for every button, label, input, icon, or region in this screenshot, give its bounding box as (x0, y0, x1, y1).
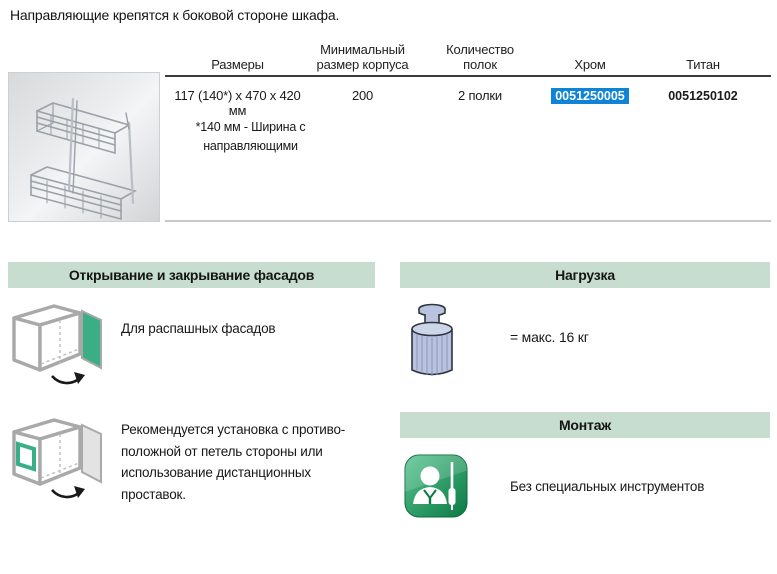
cell-dimensions: 117 (140*) x 470 x 420 мм (174, 88, 301, 118)
opening-item1-text: Для распашных фасадов (121, 321, 276, 336)
installer-icon (404, 454, 468, 523)
cell-chrome-code (545, 88, 635, 118)
section-header-mounting: Монтаж (400, 412, 770, 438)
weight-icon (407, 298, 457, 385)
col-header-dimensions: Размеры (211, 57, 264, 72)
wire-basket-pullout-icon (9, 73, 159, 221)
section-header-load: Нагрузка (400, 262, 770, 288)
table-row (165, 77, 771, 118)
chrome-article-number[interactable]: 0051250005 (551, 88, 629, 104)
product-image (8, 72, 160, 222)
cabinet-side-mount-icon (8, 408, 108, 509)
titanium-article-number[interactable]: 0051250102 (668, 89, 738, 103)
table-header-row (165, 38, 771, 72)
spec-table (165, 38, 771, 153)
section-header-opening: Открывание и закрывание фасадов (8, 262, 375, 288)
col-header-shelves: Количество полок (446, 42, 514, 72)
cell-titanium-code (635, 88, 771, 118)
load-value-text: = макс. 16 кг (510, 329, 589, 345)
cell-shelves: 2 полки (458, 88, 502, 103)
mounting-value-text: Без специальных инструментов (510, 479, 705, 494)
opening-item2-text: Рекомендуется установка с противо- положной от петель стороны или использование дистанционных проставок. (121, 422, 346, 502)
page-title: Направляющие крепятся к боковой стороне шкафа. (10, 7, 340, 23)
col-header-min-size: Минимальный размер корпуса (316, 42, 409, 72)
col-header-titanium: Титан (686, 57, 720, 72)
cell-min-size: 200 (351, 88, 374, 103)
dimensions-footnote: *140 мм - Ширина с направляющими (195, 120, 306, 153)
table-bottom-divider (165, 220, 771, 222)
cabinet-open-green-door-icon (8, 296, 108, 393)
col-header-chrome: Хром (574, 57, 606, 72)
